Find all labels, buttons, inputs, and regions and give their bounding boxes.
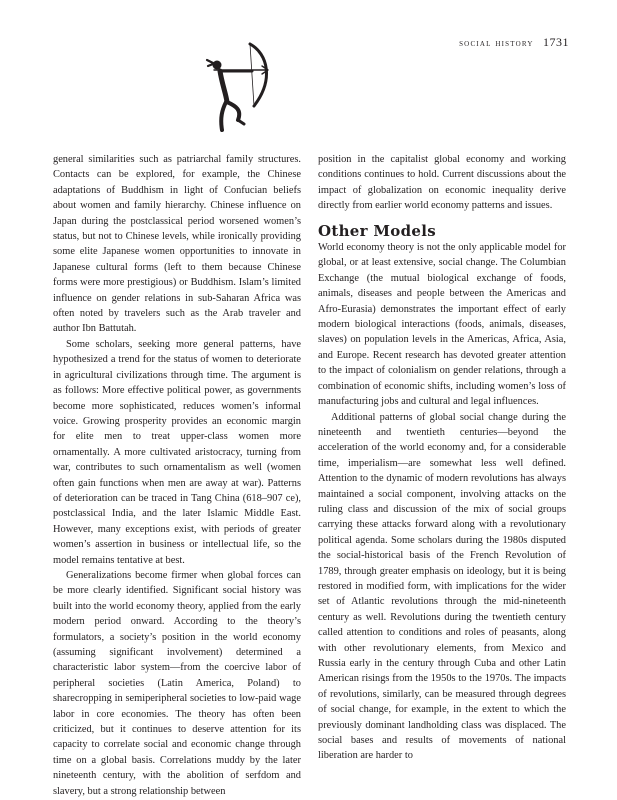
section-title: social history <box>459 38 534 49</box>
paragraph: Some scholars, seeking more general patterns, have hypothesized a trend for the status of women to deteriorate in agricultural civilizations through time. The argument is as follows: More effective political power, as governments become more sophisticated, reduces women’s informal voice. Growing prosperity provides an economic margin for elite men to treat upper-class women more ornamentally. A more cultivated aristocracy, turning from war, contributes to such ornamentalism as well (women often gain functions when men are away at war). Patterns of deterioration can be traced in Tang China (618–907 ce), postclassical India, and the later Islamic Middle East. However, many exceptions exist, with periods of greater women’s assertion in business or intellectual life, so the model remains tentative at best. <box>53 338 301 566</box>
paragraph: position in the capitalist global economy and working conditions continues to hold. Current discussions about the impact of globalization on economic inequality derive directly from earlier world economy patterns and issues. <box>318 154 566 212</box>
left-column <box>53 152 301 799</box>
paragraph: general similarities such as patriarchal family structures. Contacts can be explored, for example, the Chinese adaptations of Buddhism in light of Confucian beliefs about women and family hierarchy. Chinese influence on Japan during the postclassical period worsened women’s status, but not to Chinese levels, while ironically providing some elite Japanese women opportunities to innovate in Japanese cultural forms (left to them because Chinese forms were more prestigious) or Buddhism. Islam’s limited influence on gender relations in sub-Saharan Africa was often noted by travelers such as the Arab traveler and author Ibn Battutah. <box>53 154 301 335</box>
paragraph: Generalizations become firmer when global forces can be more clearly identified. Significant social history was built into the world economy theory, applied from the early modern period onward. According to the theory’s formulators, a society’s position in the world economy (assuming significant involvement) determined a characteristic labor system—from the coercive labor of peripheral societies (Latin America, Poland) to sharecropping in semiperipheral societies to low-paid wage labor in core economies. The theory has often been criticized, but it continues to deserve attention for its capacity to correlate social and economic change through time on a global basis. Correlations muddy by the later nineteenth century, with the abolition of serfdom and slavery, but a strong relationship between <box>53 569 301 797</box>
paragraph: Additional patterns of global social change during the nineteenth and twentieth centuries—beyond the acceleration of the world economy and, for a considerable time, imperialism—are somewhat less well defined. Attention to the dynamic of modern revolutions has always maintained a social component, involving attacks on the ruling class and discussion of the mix of social groups carrying these attacks forward along with a revolutionary political agenda. Some scholars during the 1980s disputed the social-historical basis of the French Revolution of 1789, through greater emphasis on ideology, but it is being restored in modified form, with implications for the wider set of Atlantic revolutions through the mid-nineteenth century as well. Revolutions during the twentieth century called attention to conditions and roles of peasants, along with other revolutionary elements, from Mexico and Russia early in the century through Cuba and other Latin American risings from the 1950s to the 1970s. The impacts of revolutions, similarly, can be measured through degrees of social change, for example, in the extent to which the previously dominant landholding class was displaced. The social bases and results of movements of national liberation are harder to <box>318 411 566 762</box>
running-header <box>459 35 569 50</box>
archer-figure-icon <box>196 40 286 136</box>
page-number: 1731 <box>543 35 569 49</box>
right-column <box>318 152 566 764</box>
paragraph: World economy theory is not the only applicable model for global, or at least extensive, social change. The Columbian Exchange (the mutual biological exchange of foods, animals, diseases and people between the Americas and Afro-Eurasia) demonstrates the important effect of early modern biological interactions (foods, animals, diseases, slaves) on population levels in the Americas, Africa, Asia, and Europe. Recent research has devoted greater attention to the impact of colonialism on gender relations, through a combination of economic shifts, including women’s loss of manufacturing jobs and cultural and legal influences. <box>318 242 566 408</box>
section-heading: Other Models <box>318 221 436 240</box>
